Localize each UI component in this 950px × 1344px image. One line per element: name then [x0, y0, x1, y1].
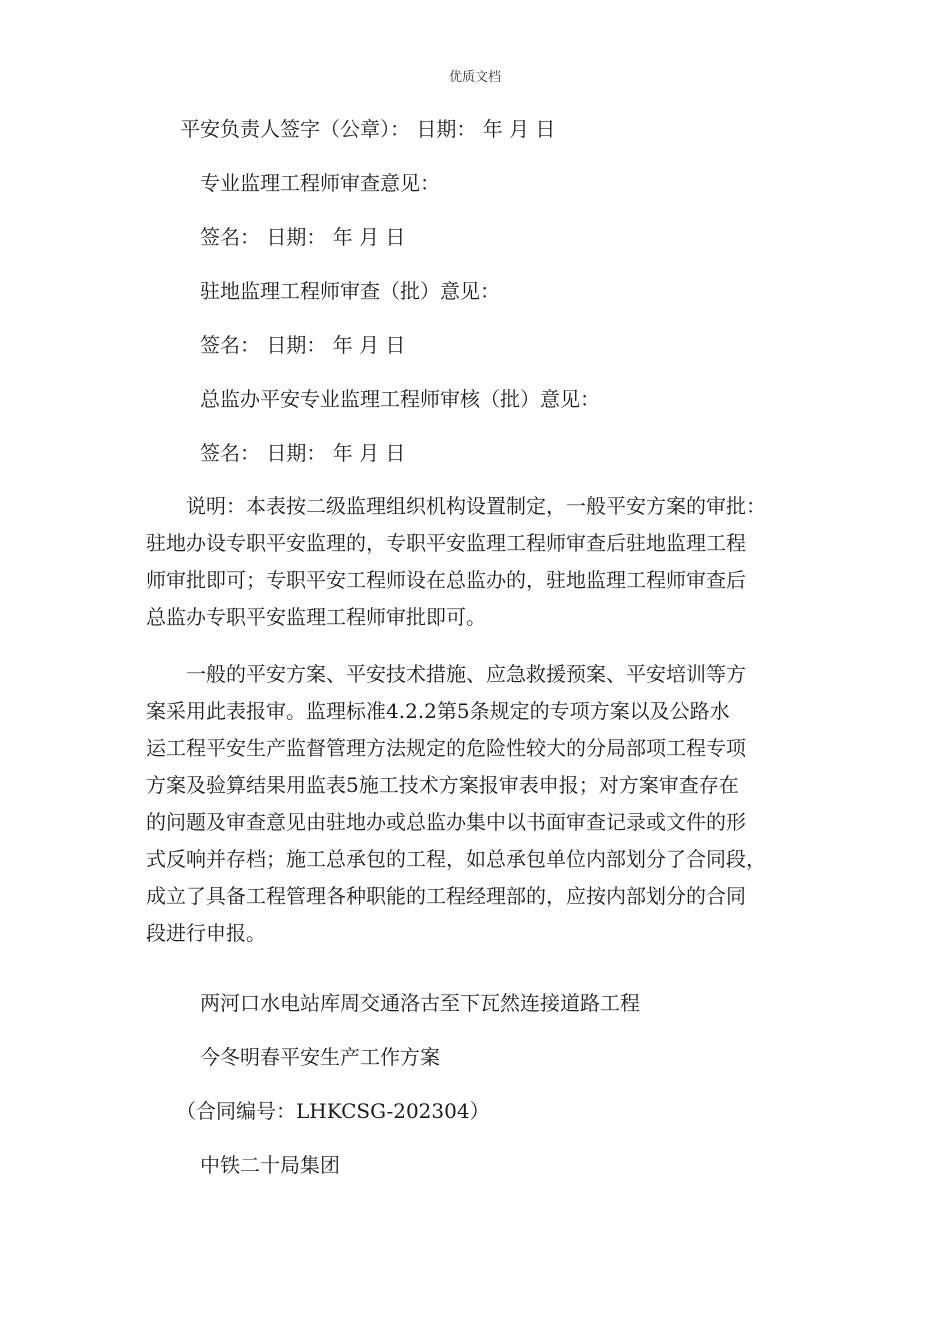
project-name: 两河口水电站库周交通洛古至下瓦然连接道路工程 — [200, 991, 640, 1015]
chief-office-opinion-label: 总监办平安专业监理工程师审核（批）意见： — [200, 387, 600, 411]
general-instructions-paragraph — [146, 656, 816, 952]
general-line: 式反响并存档；施工总承包的工程，如总承包单位内部划分了合同段， — [146, 847, 766, 871]
general-line: 运工程平安生产监督管理方法规定的危险性较大的分局部项工程专项 — [146, 736, 746, 760]
specialist-engineer-opinion-label: 专业监理工程师审查意见： — [200, 171, 440, 195]
resident-engineer-opinion-label: 驻地监理工程师审查（批）意见： — [200, 279, 500, 303]
general-line: 案采用此表报审。监理标准4.2.2第5条规定的专项方案以及公路水 — [146, 699, 730, 723]
note-line: 师审批即可；专职平安工程师设在总监办的，驻地监理工程师审查后 — [146, 568, 746, 592]
signature-date-line-2: 签名： 日期： 年 月 日 — [200, 333, 406, 357]
general-line: 的问题及审查意见由驻地办或总监办集中以书面审查记录或文件的形 — [146, 810, 746, 834]
contract-number: （合同编号：LHKCSG-202304） — [176, 1099, 490, 1123]
general-line: 段进行申报。 — [146, 921, 266, 945]
general-line: 成立了具备工程管理各种职能的工程经理部的，应按内部划分的合同 — [146, 884, 746, 908]
safety-officer-signature-line: 平安负责人签字（公章）： 日期： 年 月 日 — [180, 117, 556, 141]
note-line: 总监办专职平安监理工程师审批即可。 — [146, 605, 486, 629]
signature-date-line-1: 签名： 日期： 年 月 日 — [200, 225, 406, 249]
general-line: 方案及验算结果用监表5施工技术方案报审表申报；对方案审查存在 — [146, 773, 739, 797]
general-line: 一般的平安方案、平安技术措施、应急救援预案、平安培训等方 — [146, 662, 746, 686]
note-line: 说明：本表按二级监理组织机构设置制定，一般平安方案的审批： — [146, 494, 766, 518]
page-header: 优质文档 — [448, 70, 501, 85]
plan-title: 今冬明春平安生产工作方案 — [200, 1045, 440, 1069]
signature-date-line-3: 签名： 日期： 年 月 日 — [200, 441, 406, 465]
note-line: 驻地办设专职平安监理的，专职平安监理工程师审查后驻地监理工程 — [146, 531, 746, 555]
note-paragraph — [146, 488, 816, 636]
company-name: 中铁二十局集团 — [200, 1153, 340, 1177]
